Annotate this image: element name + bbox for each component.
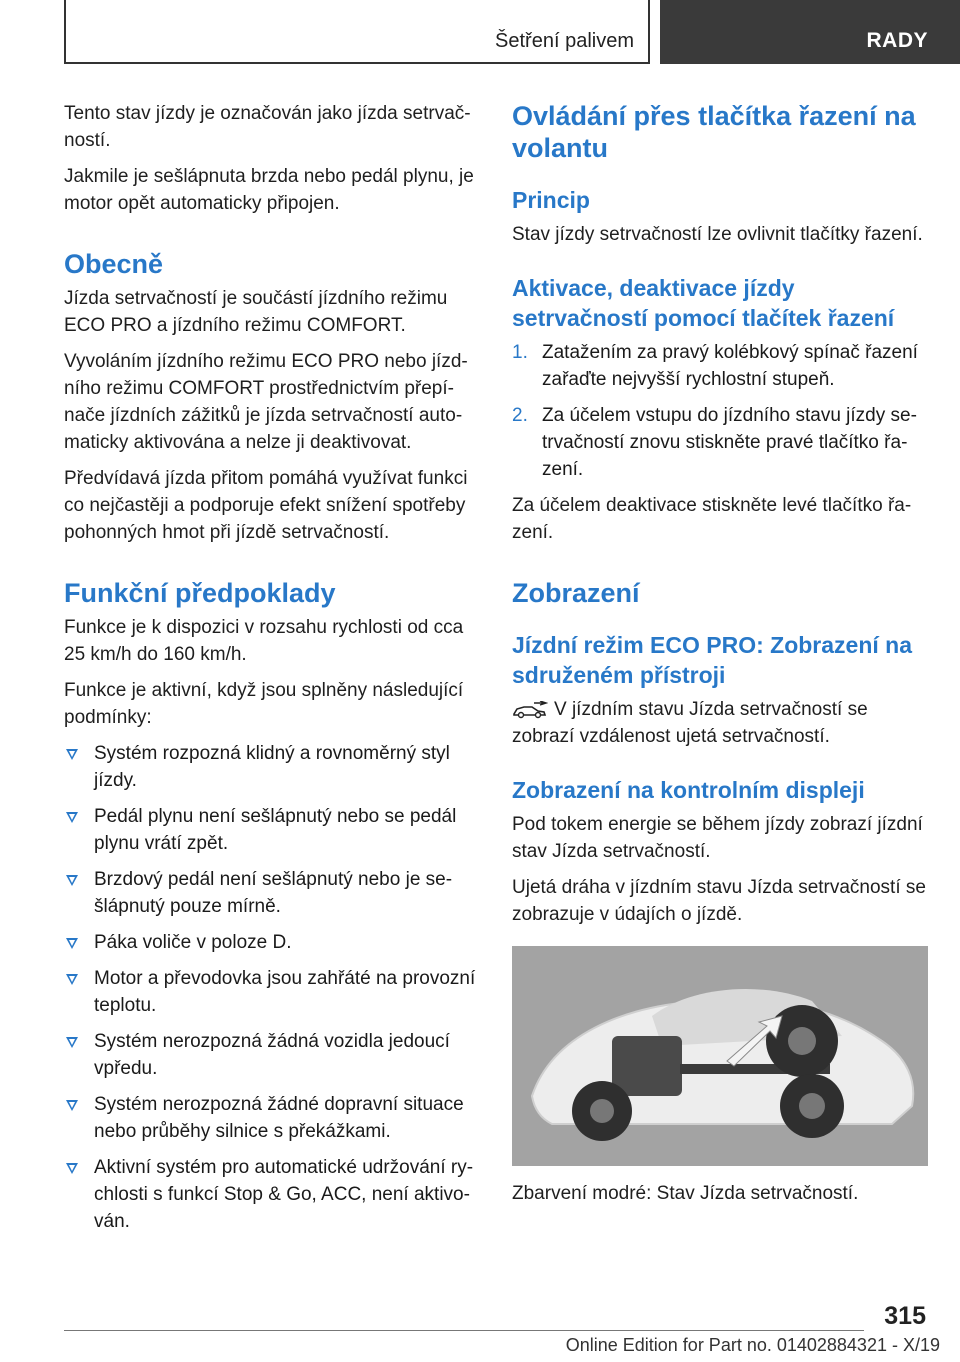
badge-label: RADY	[866, 29, 928, 52]
right-column	[512, 100, 930, 1216]
triangle-bullet-icon	[66, 938, 78, 949]
edition-footer: Online Edition for Part no. 01402884321 - X/19	[565, 1335, 940, 1355]
triangle-bullet-icon	[66, 875, 78, 886]
list-item: Systém nerozpozná žádné dopravní situace nebo průběhy silnice s překážkami.	[64, 1091, 476, 1145]
paragraph: Předvídavá jízda přitom pomáhá využívat funkci co nejčastěji a podporuje efekt snížení spotřeby pohonných hmot při jízdě setrvačností.	[64, 468, 468, 543]
list-item: Motor a převodovka jsou zahřáté na provozní teplotu.	[64, 965, 476, 1019]
paragraph: Jakmile je sešlápnuta brzda nebo pedál plynu, je motor opět automaticky připojen.	[64, 166, 474, 214]
heading-general: Obecně	[64, 249, 164, 279]
left-column	[64, 100, 476, 1244]
triangle-bullet-icon	[66, 974, 78, 985]
triangle-bullet-icon	[66, 812, 78, 823]
header-frame	[64, 0, 650, 64]
paragraph: Pod tokem energie se během jízdy zobrazí jízdní stav Jízda setrvačností.	[512, 814, 923, 862]
list-item: Aktivní systém pro automatické udržování rychlosti s funkcí Stop & Go, ACC, není aktivován.	[64, 1154, 476, 1235]
list-item: 2. Za účelem vstupu do jízdního stavu jízdy setrvačností znovu stiskněte pravé tlačítko řazení.	[512, 405, 917, 480]
paragraph: Jízda setrvačností je součástí jízdního režimu ECO PRO a jízdního režimu COMFORT.	[64, 288, 448, 336]
list-item: Pedál plynu není sešlápnutý nebo se pedál plynu vrátí zpět.	[64, 803, 476, 857]
heading-activation: Aktivace, deaktivace jízdy setrvačností pomocí tlačítek řazení	[512, 275, 895, 331]
paragraph: V jízdním stavu Jízda setrvačností se zobrazí vzdálenost ujetá setrvačností.	[512, 699, 868, 747]
paragraph: Funkce je k dispozici v rozsahu rychlosti od cca 25 km/h do 160 km/h.	[64, 617, 464, 665]
list-item: Systém nerozpozná žádná vozidla jedoucí vpředu.	[64, 1028, 476, 1082]
heading-display: Zobrazení	[512, 578, 640, 608]
list-item: Páka voliče v poloze D.	[64, 929, 476, 956]
list-item: 1. Zatažením za pravý kolébkový spínač řazení zařaďte nejvyšší rychlostní stupeň.	[512, 342, 918, 390]
section-badge	[660, 0, 960, 64]
heading-principle: Princip	[512, 187, 590, 213]
car-drivetrain-image	[512, 946, 928, 1166]
triangle-bullet-icon	[66, 1163, 78, 1174]
triangle-bullet-icon	[66, 1100, 78, 1111]
page-number: 315	[884, 1302, 926, 1330]
conditions-list	[64, 740, 476, 1235]
paragraph: Funkce je aktivní, když jsou splněny následující podmínky:	[64, 680, 464, 728]
heading-prerequisites: Funkční předpoklady	[64, 578, 336, 608]
triangle-bullet-icon	[66, 1037, 78, 1048]
footer-divider	[64, 1330, 864, 1331]
coasting-car-icon	[512, 701, 548, 719]
section-title: Šetření palivem	[495, 30, 634, 52]
steps-list	[512, 339, 930, 483]
paragraph: Ujetá dráha v jízdním stavu Jízda setrvačností se zobrazuje v údajích o jízdě.	[512, 877, 926, 925]
paragraph: Za účelem deaktivace stiskněte levé tlačítko řazení.	[512, 495, 912, 543]
paragraph: Vyvoláním jízdního režimu ECO PRO nebo jízdního režimu COMFORT prostřednictvím přepínače jízdních zážitků je jízda setrvačností automaticky aktivována a nelze ji deaktivovat.	[64, 351, 468, 453]
triangle-bullet-icon	[66, 749, 78, 760]
heading-control: Ovládání přes tlačítka řazení na volantu	[512, 101, 916, 163]
list-item: Systém rozpozná klidný a rovnoměrný styl jízdy.	[64, 740, 476, 794]
heading-cluster: Jízdní režim ECO PRO: Zobrazení na sdruženém přístroji	[512, 632, 913, 688]
list-item: Brzdový pedál není sešlápnutý nebo je sešlápnutý pouze mírně.	[64, 866, 476, 920]
image-caption: Zbarvení modré: Stav Jízda setrvačností.	[512, 1183, 859, 1204]
paragraph: Stav jízdy setrvačností lze ovlivnit tlačítky řazení.	[512, 224, 923, 245]
heading-control-display: Zobrazení na kontrolním displeji	[512, 777, 865, 803]
paragraph: Tento stav jízdy je označován jako jízda setrvačností.	[64, 103, 471, 151]
car-illustration	[512, 946, 928, 1166]
